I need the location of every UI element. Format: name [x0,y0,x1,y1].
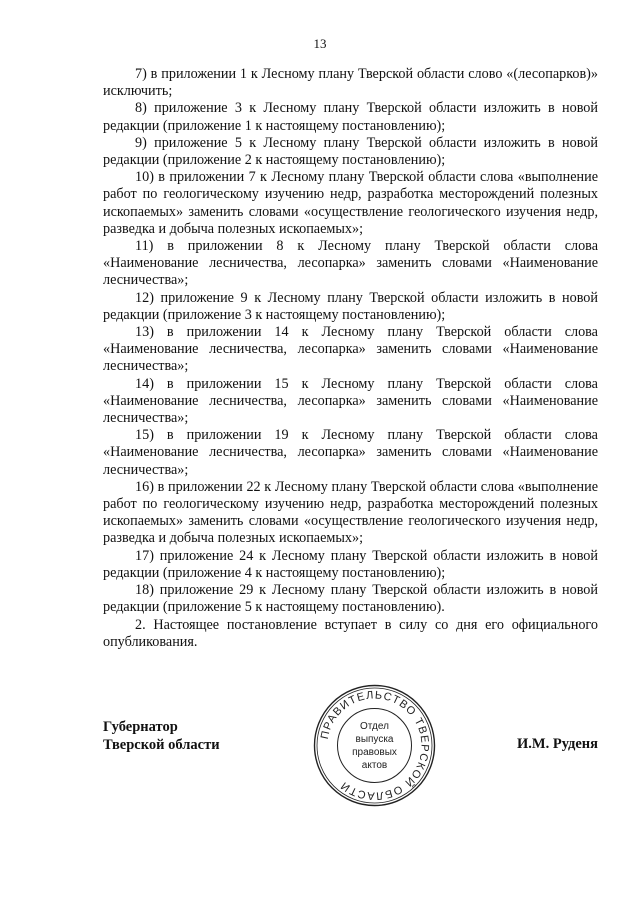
paragraph-item-16: 16) в приложении 22 к Лесному плану Тверской области слова «выполнение работ по геологическому изучению недр, разработка месторождений полезных ископаемых» заменить словами «осуществление геологического изучения недр, разведка и добыча полезных ископаемых»; [103,478,598,547]
document-body [103,66,598,651]
paragraph-item-12: 12) приложение 9 к Лесному плану Тверской области изложить в новой редакции (приложение 3 к настоящему постановлению); [103,289,598,323]
paragraph-item-7: 7) в приложении 1 к Лесному плану Тверской области слово «(лесопарков)» исключить; [103,66,598,100]
paragraph-item-9: 9) приложение 5 к Лесному плану Тверской области изложить в новой редакции (приложение 2 к настоящему постановлению); [103,134,598,169]
official-seal [312,683,437,808]
paragraph-item-8: 8) приложение 3 к Лесному плану Тверской области изложить в новой редакции (приложение 1 к настоящему постановлению); [103,100,598,134]
paragraph-item-14: 14) в приложении 15 к Лесному плану Тверской области слова «Наименование лесничества, лесопарка» заменить словами «Наименование лесничества»; [103,375,598,427]
page-number: 13 [313,36,327,51]
signature-title-line2: Тверской области [103,737,220,753]
paragraph-item-10: 10) в приложении 7 к Лесному плану Тверской области слова «выполнение работ по геологическому изучению недр, разработка месторождений полезных ископаемых» заменить словами «осуществление геологического изучения недр, разведка и добыча полезных ископаемых»; [103,169,598,237]
paragraph-item-15: 15) в приложении 19 к Лесному плану Тверской области слова «Наименование лесничества, лесопарка» заменить словами «Наименование лесничества»; [103,427,598,478]
seal-center-line-3: правовых [352,747,397,758]
paragraph-item-11: 11) в приложении 8 к Лесному плану Тверской области слова «Наименование лесничества, лесопарка» заменить словами «Наименование лесничества»; [103,238,598,289]
paragraph-item-17: 17) приложение 24 к Лесному плану Тверской области изложить в новой редакции (приложение 4 к настоящему постановлению); [103,547,598,581]
signatory-name: И.М. Руденя [517,736,599,752]
seal-ring-text: ПРАВИТЕЛЬСТВО ТВЕРСКОЙ ОБЛАСТИ [318,689,431,802]
signature-title-line1: Губернатор [103,719,178,735]
paragraph-item-13: 13) в приложении 14 к Лесному плану Тверской области слова «Наименование лесничества, лесопарка» заменить словами «Наименование лесничества»; [103,324,598,375]
signature-position [103,718,220,754]
seal-icon [312,683,437,808]
seal-center-line-1: Отдел [360,721,389,732]
seal-center-line-2: выпуска [355,734,394,745]
seal-center-line-4: актов [361,760,388,771]
paragraph-item-18: 18) приложение 29 к Лесному плану Тверской области изложить в новой редакции (приложение 5 к настоящему постановлению). [103,582,598,616]
paragraph-effective-date: 2. Настоящее постановление вступает в силу со дня его официального опубликования. [103,616,598,650]
